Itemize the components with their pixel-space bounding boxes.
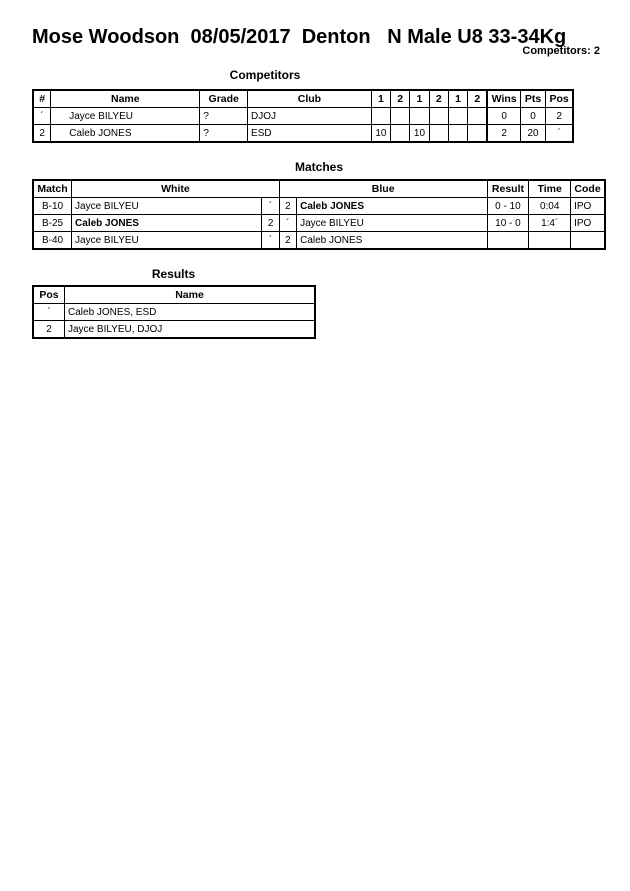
col-club: Club	[248, 90, 372, 108]
table-row	[33, 215, 605, 232]
white-player: Jayce BILYEU	[72, 232, 262, 250]
col-blue: Blue	[279, 180, 487, 198]
match-id: B-25	[33, 215, 72, 232]
score-cell	[391, 125, 410, 143]
col-name: Name	[65, 286, 316, 304]
score-cell	[371, 108, 390, 125]
match-code	[571, 232, 605, 250]
match-id: B-40	[33, 232, 72, 250]
results-section-title: Results	[151, 267, 196, 281]
table-row	[33, 108, 573, 125]
competitor-club: ESD	[248, 125, 372, 143]
match-result	[487, 232, 529, 250]
col-pos: Pos	[33, 286, 65, 304]
competitors-count: Competitors: 2	[522, 45, 600, 57]
white-player: Caleb JONES	[72, 215, 262, 232]
competitor-number: 2	[33, 125, 51, 143]
col-match: Match	[33, 180, 72, 198]
table-row	[33, 321, 315, 339]
score-cell: 10	[371, 125, 390, 143]
col-white: White	[72, 180, 280, 198]
table-row	[33, 198, 605, 215]
competitor-name: Caleb JONES	[51, 125, 200, 143]
col-time: Time	[529, 180, 571, 198]
table-row	[33, 125, 573, 143]
table-row	[33, 232, 605, 250]
competitors-header-row	[33, 90, 573, 108]
result-name: Jayce BILYEU, DJOJ	[65, 321, 316, 339]
competitor-grade: ?	[200, 108, 248, 125]
col-grade: Grade	[200, 90, 248, 108]
col-code: Code	[571, 180, 605, 198]
col-pts: Pts	[520, 90, 545, 108]
match-code: IPO	[571, 198, 605, 215]
competitors-section-title: Competitors	[229, 68, 301, 82]
match-time: 0:04	[529, 198, 571, 215]
white-player: Jayce BILYEU	[72, 198, 262, 215]
score-cell	[410, 108, 429, 125]
col-score: 1	[410, 90, 429, 108]
score-cell: 10	[410, 125, 429, 143]
match-time: 1:4´	[529, 215, 571, 232]
table-row	[33, 304, 315, 321]
competitors-table	[32, 89, 574, 143]
col-score: 2	[429, 90, 448, 108]
results-table	[32, 285, 316, 339]
score-cell	[468, 125, 488, 143]
score-cell	[468, 108, 488, 125]
col-name: Name	[51, 90, 200, 108]
competitor-club: DJOJ	[248, 108, 372, 125]
matches-header-row	[33, 180, 605, 198]
competitor-pos: 2	[546, 108, 573, 125]
matches-table	[32, 179, 606, 250]
match-result: 10 - 0	[487, 215, 529, 232]
white-number: ´	[262, 232, 279, 250]
col-wins: Wins	[487, 90, 520, 108]
competitor-pts: 0	[520, 108, 545, 125]
competitor-number: ´	[33, 108, 51, 125]
competitor-pos: ´	[546, 125, 573, 143]
col-num: #	[33, 90, 51, 108]
competitor-wins: 2	[487, 125, 520, 143]
competitor-grade: ?	[200, 125, 248, 143]
result-pos: 2	[33, 321, 65, 339]
score-cell	[448, 125, 467, 143]
result-name: Caleb JONES, ESD	[65, 304, 316, 321]
page-title: Mose Woodson 08/05/2017 Denton N Male U8 33-34Kg	[32, 26, 567, 48]
white-number: ´	[262, 198, 279, 215]
score-cell	[448, 108, 467, 125]
col-result: Result	[487, 180, 529, 198]
competitor-wins: 0	[487, 108, 520, 125]
col-pos: Pos	[546, 90, 573, 108]
col-score: 1	[448, 90, 467, 108]
score-cell	[429, 125, 448, 143]
match-code: IPO	[571, 215, 605, 232]
blue-number: 2	[279, 198, 296, 215]
competitor-name: Jayce BILYEU	[51, 108, 200, 125]
white-number: 2	[262, 215, 279, 232]
score-cell	[429, 108, 448, 125]
col-score: 2	[468, 90, 488, 108]
results-header-row	[33, 286, 315, 304]
blue-player: Caleb JONES	[297, 198, 487, 215]
competitor-pts: 20	[520, 125, 545, 143]
blue-number: ´	[279, 215, 296, 232]
blue-number: 2	[279, 232, 296, 250]
blue-player: Jayce BILYEU	[297, 215, 487, 232]
match-time	[529, 232, 571, 250]
matches-section-title: Matches	[294, 160, 344, 174]
col-score: 2	[391, 90, 410, 108]
blue-player: Caleb JONES	[297, 232, 487, 250]
score-cell	[391, 108, 410, 125]
match-result: 0 - 10	[487, 198, 529, 215]
match-id: B-10	[33, 198, 72, 215]
result-pos: ´	[33, 304, 65, 321]
col-score: 1	[371, 90, 390, 108]
